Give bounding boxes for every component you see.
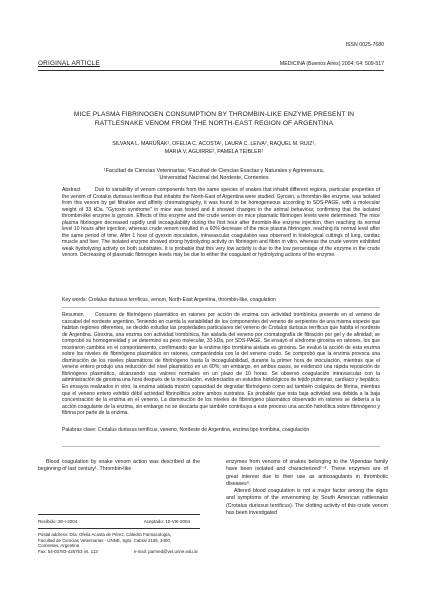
- accepted-date: Aceptado: 10-VIII-2004: [143, 519, 190, 524]
- header-rule: [38, 70, 384, 71]
- abstract: [62, 187, 380, 259]
- body-column-left: [38, 459, 200, 474]
- title-line: MICE PLASMA FIBRINOGEN CONSUMPTION BY THROMBIN-LIKE ENZYME PRESENT IN: [73, 111, 355, 118]
- email-address[interactable]: e-mail: parmed@vet.unne.edu.ar: [133, 548, 198, 554]
- keywords: [62, 297, 380, 304]
- postal-address: [38, 532, 198, 554]
- page-header: [38, 60, 384, 68]
- palabras-clave: [62, 427, 380, 434]
- resumen-label: Resumen: [62, 312, 84, 318]
- palabras-text: Crotalus durissus terrificus, veneno, Nordeste de Argentina, enzima tipo trombina, coagulación: [97, 427, 310, 433]
- postal-line: Corrientes, Argentina: [38, 543, 80, 549]
- abstract-divider: [62, 307, 380, 308]
- keywords-text: Crotalus durissus terrificus, venom, North-East Argentina, thrombin-like, coagulation: [88, 297, 276, 303]
- affiliations: [40, 168, 388, 183]
- resumen-text: Consumo de fibrinógeno plasmático en ratones por acción de enzima con actividad trombínica presente en el veneno de cascabel del nordeste argentino. Teniendo en cuenta la variabilidad de los componentes del veneno de serpientes de una misma especie que habitan regiones diferentes, se decidió estudiar las propiedades particulares del veneno de Crotalus durissus terrificus que habita el nordeste de Argentina. Giroxina, una enzima con actividad trombínica, fue aislada del veneno por cromatografía de filtración por gel y de afinidad; se comprobó su homogeneidad y se determinó su peso molecular, 33 kDa, por SDS-PAGE. Se ensayó el síndrome giroxina en ratones, los que mostraron cambios en el comportamiento, confirmando que la enzima tipo trombina aislada es giroxina. Se evaluó la acción de esta enzima sobre los niveles de fibrinógeno plasmático en ratones, comparándola con la del veneno crudo. Se comprobó que la enzima provoca una disminución de los niveles plasmáticos de fibrinógeno hasta la incoagulabilidad, durante la primer hora de inoculación, mientras que el veneno entero produjo una reducción del nivel plasmático en un 60%; sin embargo, en ambos casos, se evidenció una rápida reposición de fibrinógeno plasmático, alcanzando sus valores normales en un plazo de 10 horas. Se observó coagulación intravascular con la administración de giroxina una hora después de la inoculación, evidenciados en estudios histológicos de tejido pulmonar, cardíaco y hepático. En ensayos realizados in vitro, la enzima aislada mostró capacidad de degradar fibrinógeno como así también coágulos de fibrina, mientras que el veneno entero exhibió débil actividad fibrinolítica sobre ambos sustratos. Es probable que esta baja actividad sea debida a la baja concentración de la enzima en el veneno. La disminución de los niveles de fibrinógeno plasmático observado en ratones se debería a la acción coagulante de la enzima, sin embargo no se descarta que también contribuya a este proceso una acción hidrolítica sobre fibrinógeno y fibrina por parte de la enzima.: [62, 312, 380, 417]
- received-date: Recibido: 30-I-2004: [38, 519, 78, 524]
- contact-line: [38, 549, 198, 555]
- resumen: [62, 312, 380, 417]
- authors-line: MARIA V. AGUIRRE², PAMELA TEIBLER¹: [164, 149, 264, 156]
- journal-reference: MEDICINA (Buenos Aires) 2004; 64: 509-517: [279, 61, 384, 67]
- postal-line: Facultad de Ciencias Veterinarias - UNNE, Sgto. Cabral 2139, 3400,: [38, 537, 172, 543]
- body-column-right: [226, 459, 388, 517]
- palabras-label: Palabras clave:: [62, 427, 97, 433]
- abstract-text: Due to variability of venom components from the same species of snakes that inhabit different regions, particular properties of the venom of Crotalus durissus terrificus that inhabits the North-East of Argentina were studied. Gyroxin, a thrombin-like enzyme, was isolated from this venom by gel filtration and affinity chromatography, it was found to be homogeneous according to SDS-PAGE, with a molecular weight of 33 kDa. "Gyroxin syndrome" in mice was tested and it showed changes in the animal behaviour, confirming that the isolated thrombin-like enzyme is gyroxin. Effects of this enzyme and the crude venom on mice plasmatic fibrinogen levels were determined. The mice plasma fibrinogen decreased rapidly until incoagulability during the first hour after thrombin-like enzyme injection, then reaching its normal level 10 hours after injection, whereas crude venom resulted in a 60% decrease of the mice plasma fibrinogen, reaching its normal level after the same period of time. After 1 hour of gyroxin inoculation, intravascular coagulation was observed in histological cuttings of lung, cardiac muscle and liver. The isolated enzyme showed strong hydrolyzing activity on fibrinogen and fibrin in vitro, whereas the crude venom exhibited weak hydrolyzing activity on both substrates. It is probable that this very low activity is due to the low percentage of the enzyme in the crude venom. Decreasing of plasmatic fibrinogen levels may be due to either the coagulant or hydrolyzing actions of the enzyme.: [62, 187, 380, 259]
- footnote-rule: [38, 528, 200, 529]
- body-paragraph: enzymes from venoms of snakes belonging to the Viperidae family have been isolated and characterized²⁻⁸. These enzymes are of great interest due to their use as anticoagulants in thrombotic diseases⁹.: [226, 459, 388, 487]
- postal-line: Postal address: Dra. Ofelia Acosta de Pérez, Cátedra Farmacología,: [38, 532, 172, 537]
- fax-number: Fax: 54-03783-425753 int. 113: [38, 548, 98, 554]
- section-label: ORIGINAL ARTICLE: [38, 60, 100, 67]
- abstract-label: Abstract: [62, 187, 81, 193]
- title-line: RATTLESNAKE VENOM FROM THE NORTH-EAST REGION OF ARGENTINA: [94, 120, 334, 128]
- footnote-rule: [38, 514, 200, 515]
- issn: ISSN 0025-7680: [345, 42, 384, 48]
- article-title: [40, 110, 388, 129]
- affiliation-line: ¹Facultad de Ciencias Veterinarias; ²Facultad de Ciencias Exactas y Naturales y Agrimensura,: [103, 168, 325, 174]
- authors-line: SILVANA L. MARUÑAK¹, OFELIA C. ACOSTA¹, LAURA C. LEIVA², RAQUEL M. RUIZ¹,: [112, 141, 316, 147]
- received-accepted-dates: [38, 519, 200, 525]
- author-list: [40, 140, 388, 157]
- keywords-label: Key words:: [62, 297, 87, 303]
- affiliation-line: Universidad Nacional del Nordeste, Corrientes: [159, 175, 269, 182]
- resumen-divider: [62, 446, 380, 447]
- body-paragraph: Altered blood coagulation is not a major factor among the signs and symptoms of the envenoming by South American rattlesnake (Crotalus durissus terrificus). The clotting activity of this crude venom has been investigated: [226, 488, 388, 517]
- body-paragraph: Blood coagulation by snake venom action was described at the beginning of last century¹. Thrombin-like: [38, 459, 200, 473]
